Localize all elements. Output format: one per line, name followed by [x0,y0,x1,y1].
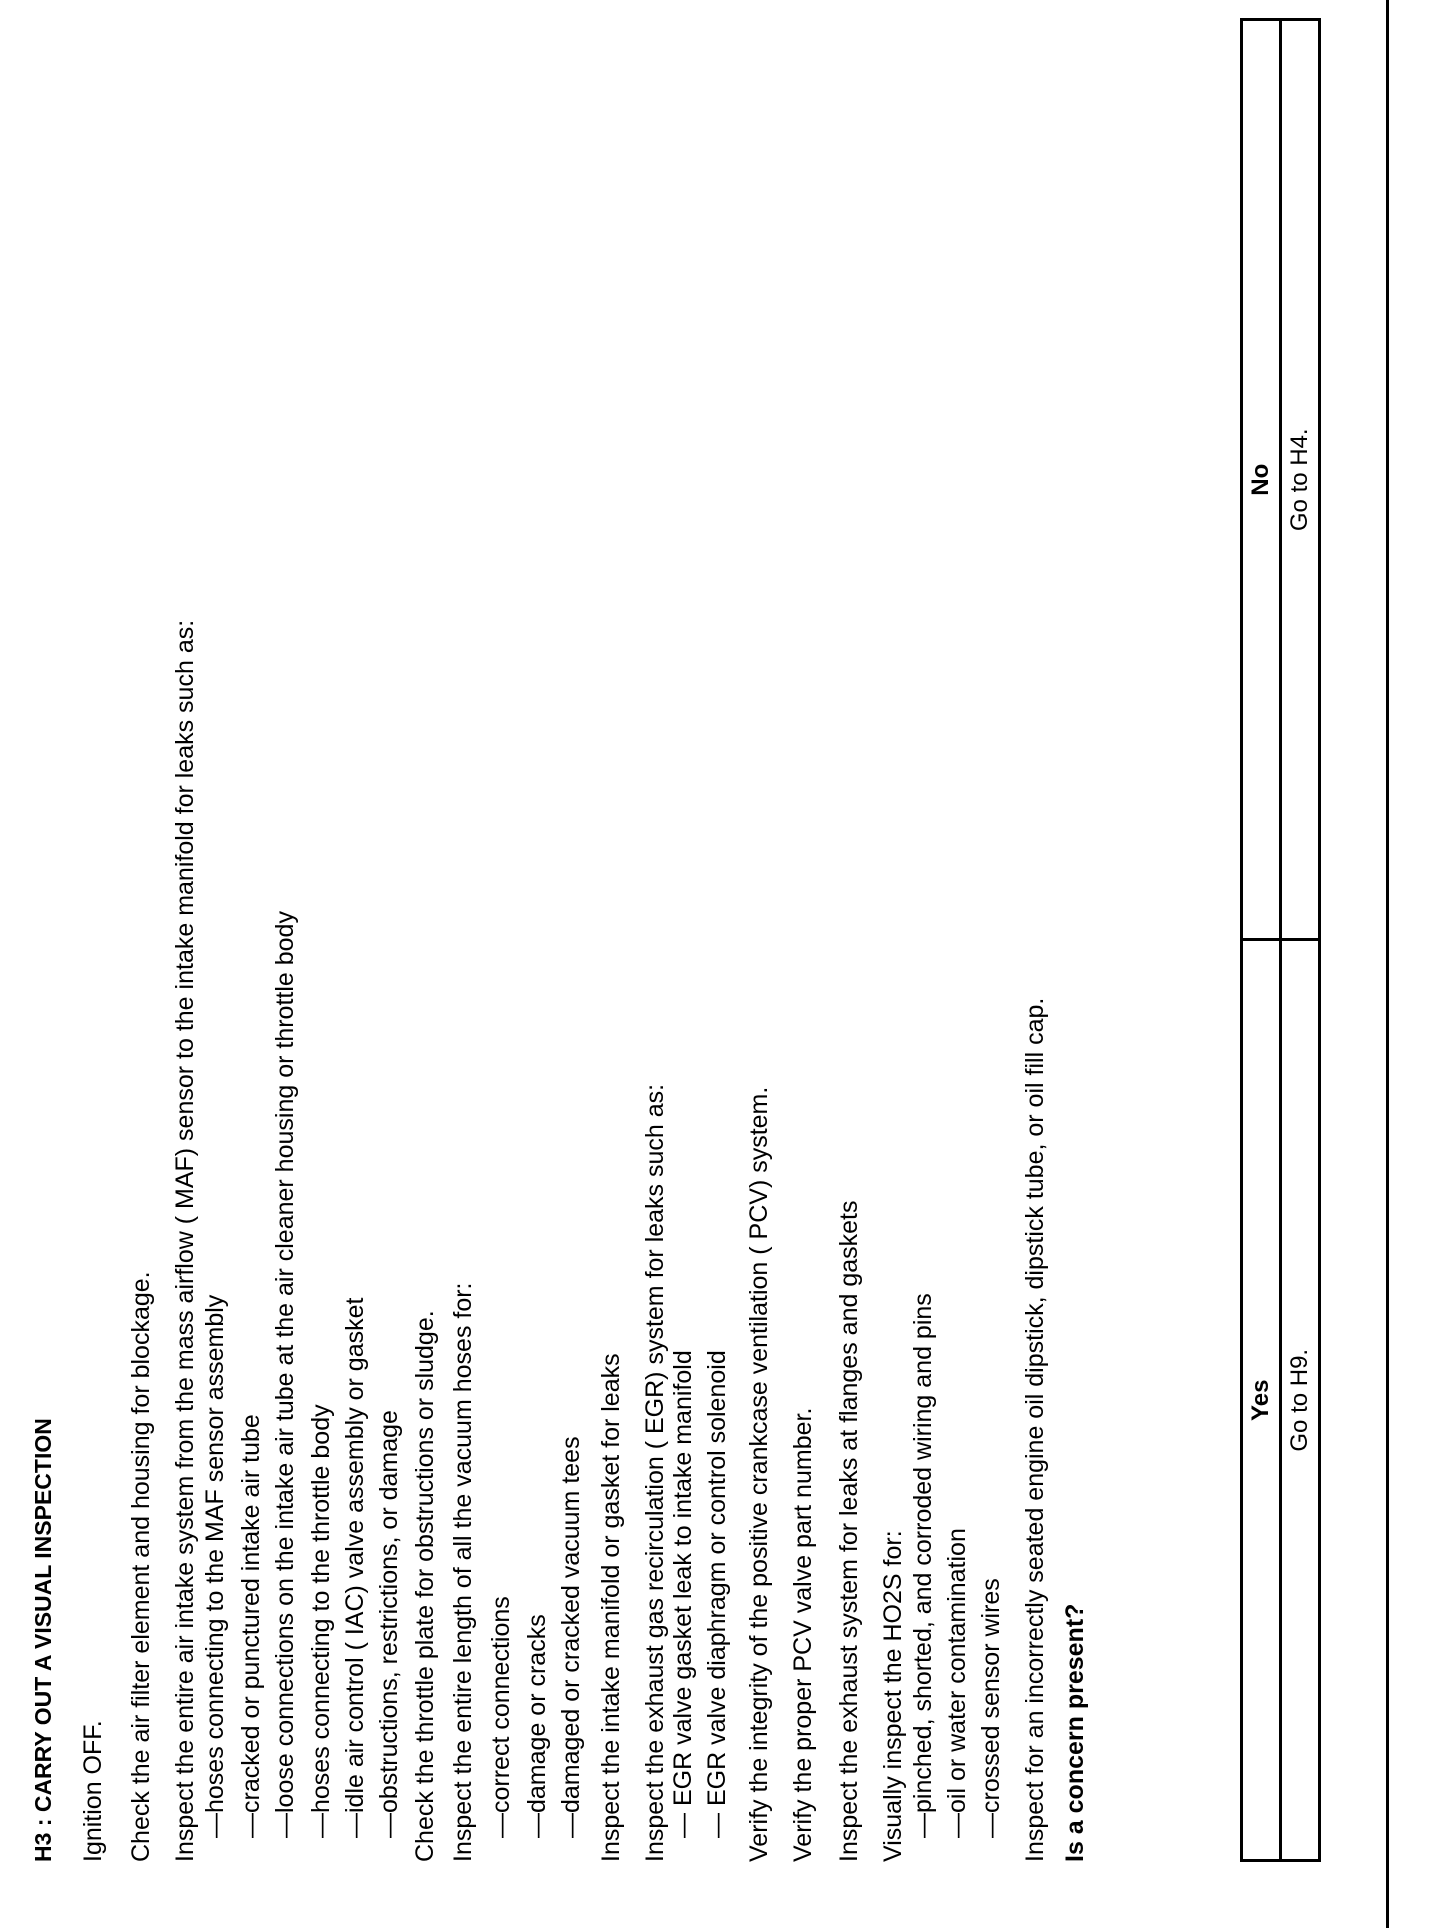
procedure-title: H3 : CARRY OUT A VISUAL INSPECTION [30,1418,56,1862]
sub-item-line: — EGR valve gasket leak to intake manifold [669,1350,697,1838]
sub-item-line: —obstructions, restrictions, or damage [375,1410,403,1838]
step-line: Verify the proper PCV valve part number. [789,1407,817,1862]
page-rule [1386,0,1389,1928]
sub-item-line: —correct connections [487,1596,515,1838]
step-line: Inspect the exhaust gas recirculation ( EGR) system for leaks such as: [641,1083,669,1862]
sub-item-line: — EGR valve diaphragm or control solenoid [703,1350,731,1838]
concern-question: Is a concern present? [1061,1603,1089,1862]
sub-item-line: —damage or cracks [523,1614,551,1838]
sub-item-line: —pinched, shorted, and corroded wiring and pins [909,1293,937,1838]
no-action: Go to H4. [1281,20,1320,941]
step-line: Visually inspect the HO2S for: [879,1530,907,1862]
decision-table [1240,18,1321,1862]
table-row [1281,20,1320,1861]
step-line: Check the air filter element and housing for blockage. [127,1271,155,1862]
sub-item-line: —hoses connecting to the MAF sensor assembly [201,1294,229,1838]
step-line: Check the throttle plate for obstructions or sludge. [411,1310,439,1862]
sub-item-line: —crossed sensor wires [977,1578,1005,1838]
step-line: Inspect for an incorrectly seated engine oil dipstick, dipstick tube, or oil fill cap. [1021,997,1049,1862]
step-line: Inspect the exhaust system for leaks at flanges and gaskets [835,1200,863,1862]
step-line: Inspect the entire length of all the vacuum hoses for: [449,1282,477,1862]
step-line: Inspect the intake manifold or gasket for leaks [597,1353,625,1862]
sub-item-line: —hoses connecting to the throttle body [307,1404,335,1838]
header-yes: Yes [1242,940,1281,1861]
header-no: No [1242,20,1281,941]
sub-item-line: —damaged or cracked vacuum tees [557,1436,585,1838]
yes-action: Go to H9. [1281,940,1320,1861]
step-line: Verify the integrity of the positive crankcase ventilation ( PCV) system. [745,1086,773,1862]
sub-item-line: —idle air control ( IAC) valve assembly or gasket [341,1297,369,1838]
sub-item-line: —oil or water contamination [943,1528,971,1838]
sub-item-line: —loose connections on the intake air tube at the air cleaner housing or throttle body [271,911,299,1838]
step-line: Ignition OFF. [79,1720,107,1862]
table-header-row [1242,20,1281,1861]
sub-item-line: —cracked or punctured intake air tube [237,1414,265,1838]
step-line: Inspect the entire air intake system from the mass airflow ( MAF) sensor to the intake manifold for leaks such as: [171,619,199,1862]
